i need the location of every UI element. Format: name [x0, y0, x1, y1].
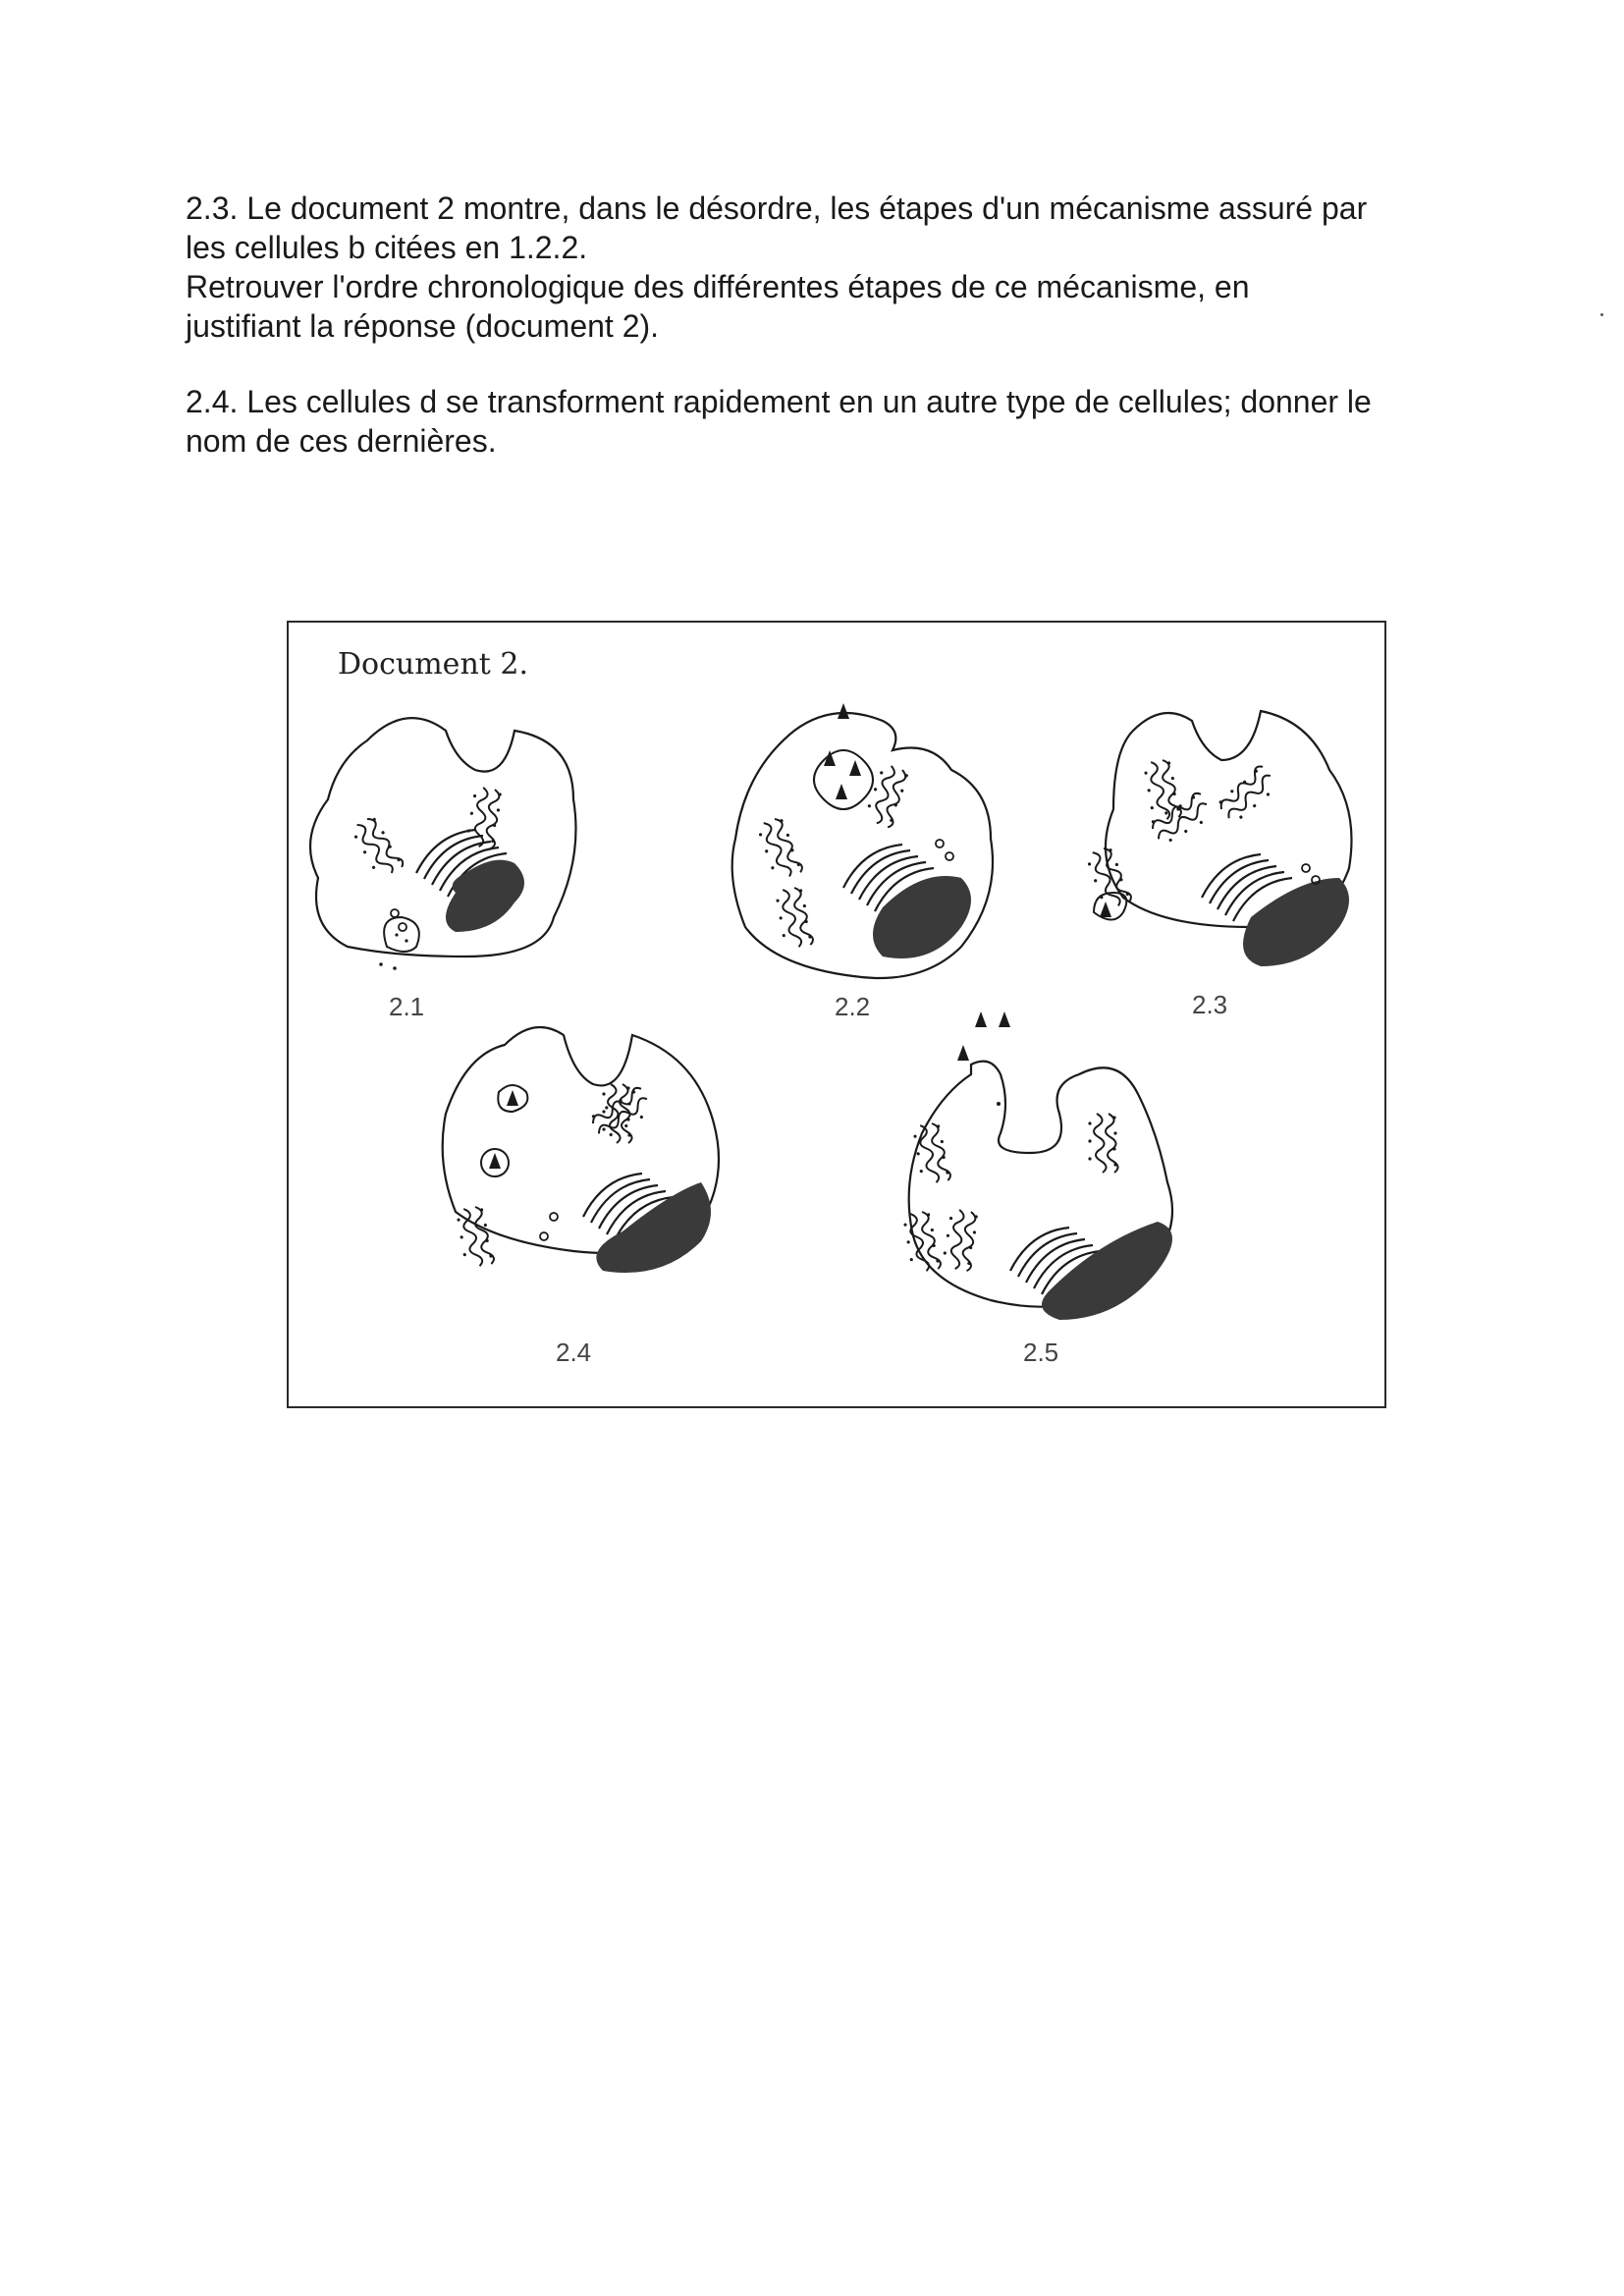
panel-label: 2.5: [1023, 1338, 1059, 1367]
question-line: 2.4. Les cellules d se transforment rapidement en un autre type de cellules; donner le: [186, 384, 1372, 419]
cell-panel-2-3: [1085, 711, 1352, 966]
cell-panel-2-4: [443, 1027, 719, 1273]
document-2-figure: [287, 621, 1386, 1408]
cell-panel-2-1: [310, 718, 576, 970]
question-line: les cellules b citées en 1.2.2.: [186, 230, 588, 265]
scan-speck: [1600, 313, 1603, 316]
panel-label: 2.4: [556, 1338, 592, 1367]
question-2-3: [186, 189, 1482, 346]
question-line: justifiant la réponse (document 2).: [186, 308, 660, 344]
panel-label: 2.1: [389, 992, 425, 1021]
figure-title: Document 2.: [338, 647, 528, 682]
question-2-4: [186, 382, 1482, 461]
question-line: 2.3. Le document 2 montre, dans le désordre, les étapes d'un mécanisme assuré par: [186, 191, 1368, 226]
question-line: Retrouver l'ordre chronologique des différentes étapes de ce mécanisme, en: [186, 269, 1250, 304]
cell-panel-2-2: [732, 703, 993, 978]
panel-label: 2.2: [835, 992, 871, 1021]
panel-label: 2.3: [1192, 990, 1228, 1019]
cell-panel-2-5: [902, 1011, 1172, 1320]
question-line: nom de ces dernières.: [186, 423, 497, 459]
figure-drawing: [289, 623, 1384, 1406]
